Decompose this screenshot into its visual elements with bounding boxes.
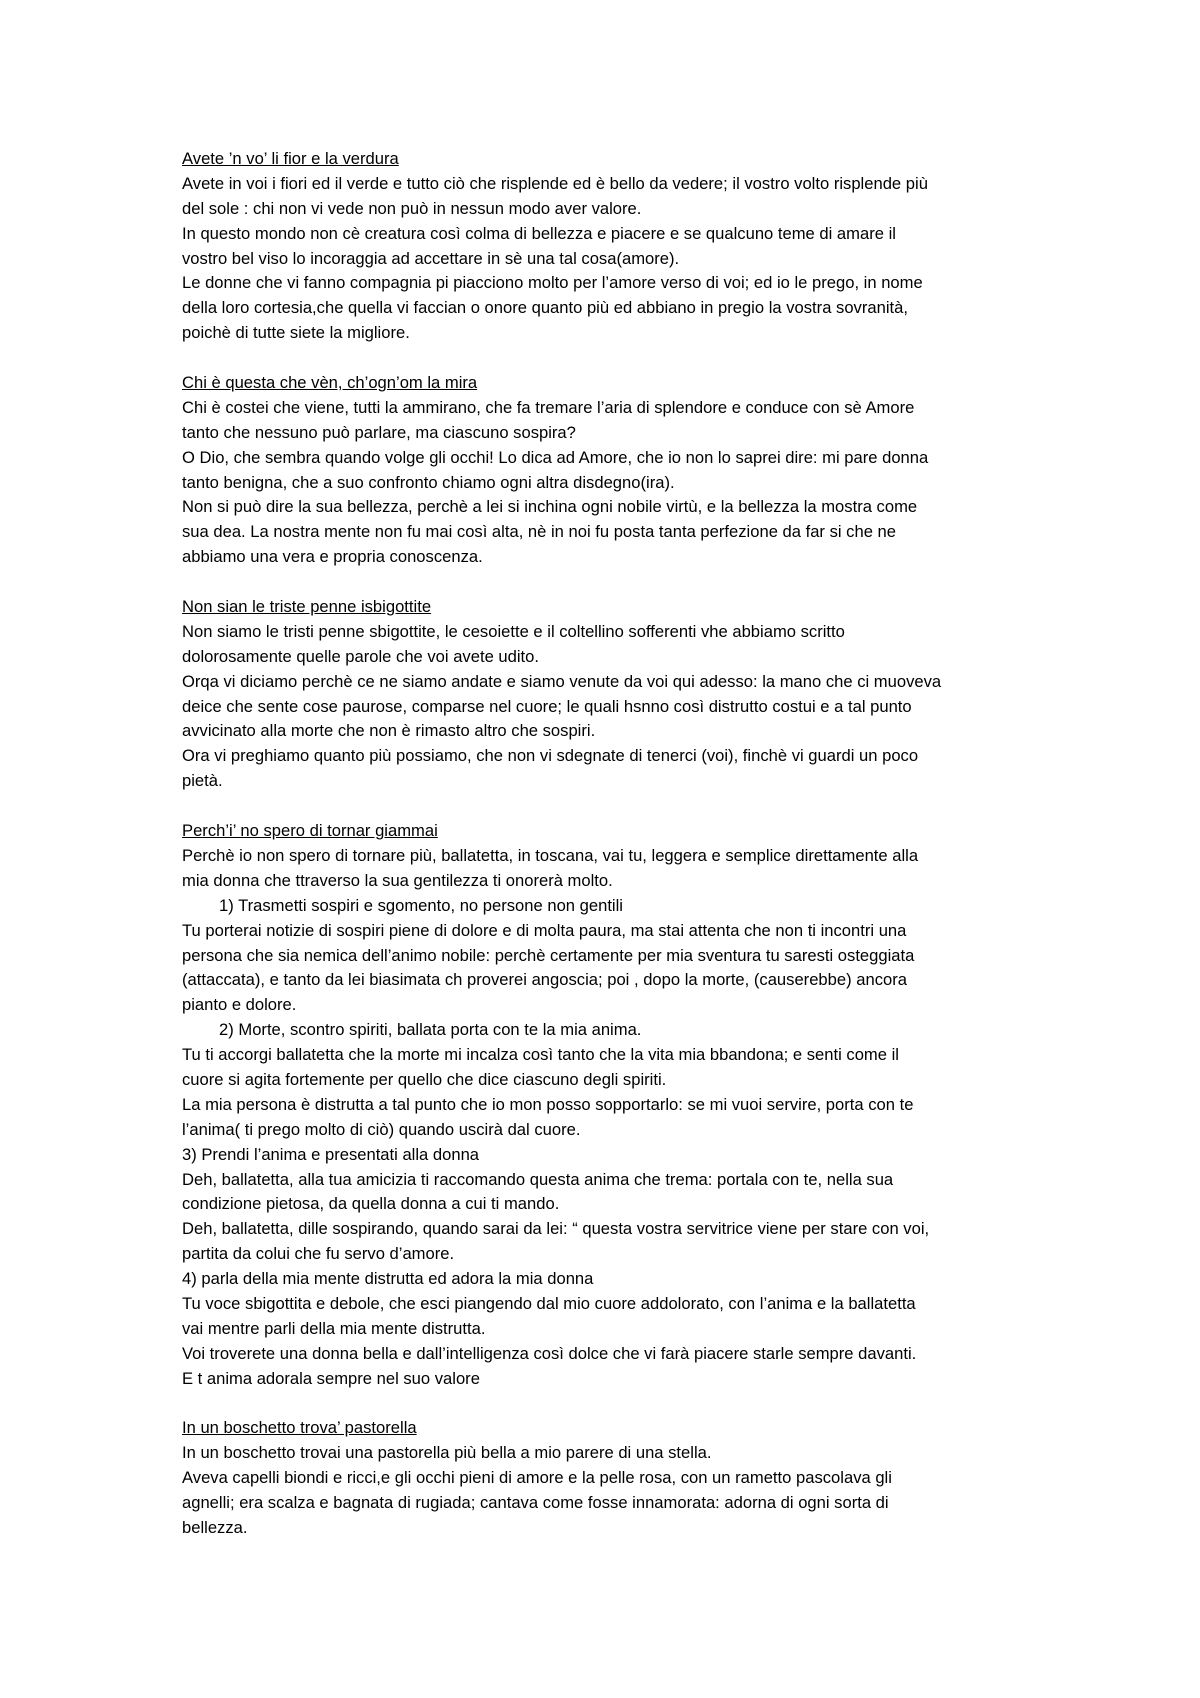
text-line: Orqa vi diciamo perchè ce ne siamo andate e siamo venute da voi qui adesso: la mano che ci muoveva <box>182 671 942 691</box>
section-non-sian <box>182 595 1032 794</box>
section-title: Non sian le triste penne isbigottite <box>182 597 432 617</box>
section-chi-e-questa <box>182 371 1032 570</box>
text-line: La mia persona è distrutta a tal punto che io mon posso sopportarlo: se mi vuoi servire, porta con te <box>182 1094 914 1114</box>
text-line: bellezza. <box>182 1517 248 1537</box>
numbered-heading: 3) Prendi l’anima e presentati alla donna <box>182 1144 480 1164</box>
text-line: persona che sia nemica dell’animo nobile: perchè certamente per mia sventura tu saresti osteggiata <box>182 945 915 965</box>
section-title: Chi è questa che vèn, ch’ogn’om la mira <box>182 373 478 393</box>
text-line: In questo mondo non cè creatura così colma di bellezza e piacere e se qualcuno teme di amare il <box>182 223 896 243</box>
text-line: abbiamo una vera e propria conoscenza. <box>182 547 483 567</box>
text-line: Perchè io non spero di tornare più, ballatetta, in toscana, vai tu, leggera e semplice direttamente alla <box>182 845 919 865</box>
section-title: Perch’i’ no spero di tornar giammai <box>182 821 438 841</box>
text-line: Non si può dire la sua bellezza, perchè a lei si inchina ogni nobile virtù, e la bellezza la mostra come <box>182 497 918 517</box>
document-page <box>182 147 1032 1541</box>
text-line: Avete in voi i fiori ed il verde e tutto ciò che risplende ed è bello da vedere; il vostro volto risplende più <box>182 173 928 193</box>
text-line: Le donne che vi fanno compagnia pi piacciono molto per l’amore verso di voi; ed io le prego, in nome <box>182 273 923 293</box>
text-line: Non siamo le tristi penne sbigottite, le cesoiette e il coltellino sofferenti vhe abbiamo scritto <box>182 621 845 641</box>
text-line: sua dea. La nostra mente non fu mai così alta, nè in noi fu posta tanta perfezione da far si che ne <box>182 522 896 542</box>
section-title: Avete ’n vo’ li fior e la verdura <box>182 149 399 168</box>
text-line: Voi troverete una donna bella e dall’intelligenza così dolce che vi farà piacere starle sempre davanti. <box>182 1343 917 1363</box>
text-line: In un boschetto trovai una pastorella più bella a mio parere di una stella. <box>182 1443 712 1463</box>
section-perch-i-no-spero <box>182 819 1032 1391</box>
text-line: del sole : chi non vi vede non può in nessun modo aver valore. <box>182 198 642 218</box>
text-line: Tu ti accorgi ballatetta che la morte mi incalza così tanto che la vita mia bbandona; e senti come il <box>182 1045 899 1065</box>
text-line: Aveva capelli biondi e ricci,e gli occhi pieni di amore e la pelle rosa, con un rametto pascolava gli <box>182 1468 892 1488</box>
text-line: tanto che nessuno può parlare, ma ciascuno sospira? <box>182 422 576 442</box>
paragraph-gap <box>182 346 1032 371</box>
text-line: avvicinato alla morte che non è rimasto altro che sospiri. <box>182 721 596 741</box>
text-line: Deh, ballatetta, dille sospirando, quando sarai da lei: “ questa vostra servitrice viene per stare con voi, <box>182 1219 930 1239</box>
text-line: vostro bel viso lo incoraggia ad accettare in sè una tal cosa(amore). <box>182 248 680 268</box>
text-line: partita da colui che fu servo d’amore. <box>182 1244 455 1264</box>
text-line: Tu voce sbigottita e debole, che esci piangendo dal mio cuore addolorato, con l’anima e la ballatetta <box>182 1293 916 1313</box>
numbered-heading: 1) Trasmetti sospiri e sgomento, no persone non gentili <box>219 895 623 915</box>
section-in-un-boschetto <box>182 1416 1032 1540</box>
text-line: poichè di tutte siete la migliore. <box>182 323 410 343</box>
paragraph-gap <box>182 1392 1032 1417</box>
text-line: (attaccata), e tanto da lei biasimata ch proverei angoscia; poi , dopo la morte, (causerebbe) ancora <box>182 970 907 990</box>
text-line: agnelli; era scalza e bagnata di rugiada; cantava come fosse innamorata: adorna di ogni sorta di <box>182 1493 889 1513</box>
text-line: della loro cortesia,che quella vi faccian o onore quanto più ed abbiano in pregio la vostra sovranità, <box>182 298 908 318</box>
paragraph-gap <box>182 794 1032 819</box>
text-line: l’anima( ti prego molto di ciò) quando uscirà dal cuore. <box>182 1119 581 1139</box>
text-line: Deh, ballatetta, alla tua amicizia ti raccomando questa anima che trema: portala con te, nella sua <box>182 1169 894 1189</box>
text-line: pianto e dolore. <box>182 995 297 1015</box>
text-line: O Dio, che sembra quando volge gli occhi! Lo dica ad Amore, che io non lo saprei dire: mi pare donna <box>182 447 929 467</box>
text-line: pietà. <box>182 771 223 791</box>
text-line: tanto benigna, che a suo confronto chiamo ogni altra disdegno(ira). <box>182 472 675 492</box>
text-line: mia donna che ttraverso la sua gentilezza ti onorerà molto. <box>182 870 613 890</box>
paragraph-gap <box>182 570 1032 595</box>
text-line: deice che sente cose paurose, comparse nel cuore; le quali hsnno così distrutto costui e a tal punto <box>182 696 912 716</box>
text-line: Ora vi preghiamo quanto più possiamo, che non vi sdegnate di tenerci (voi), finchè vi guardi un poco <box>182 746 919 766</box>
section-avete <box>182 147 1032 346</box>
text-line: Chi è costei che viene, tutti la ammirano, che fa tremare l’aria di splendore e conduce con sè Amore <box>182 397 915 417</box>
numbered-heading: 4) parla della mia mente distrutta ed adora la mia donna <box>182 1269 594 1289</box>
text-line: dolorosamente quelle parole che voi avete udito. <box>182 646 540 666</box>
text-line: cuore si agita fortemente per quello che dice ciascuno degli spiriti. <box>182 1069 667 1089</box>
text-line: vai mentre parli della mia mente distrutta. <box>182 1318 486 1338</box>
text-line: E t anima adorala sempre nel suo valore <box>182 1368 480 1388</box>
text-line: Tu porterai notizie di sospiri piene di dolore e di molta paura, ma stai attenta che non ti incontri una <box>182 920 907 940</box>
numbered-heading: 2) Morte, scontro spiriti, ballata porta con te la mia anima. <box>219 1020 642 1040</box>
text-line: condizione pietosa, da quella donna a cui ti mando. <box>182 1194 560 1214</box>
section-title: In un boschetto trova’ pastorella <box>182 1418 417 1438</box>
